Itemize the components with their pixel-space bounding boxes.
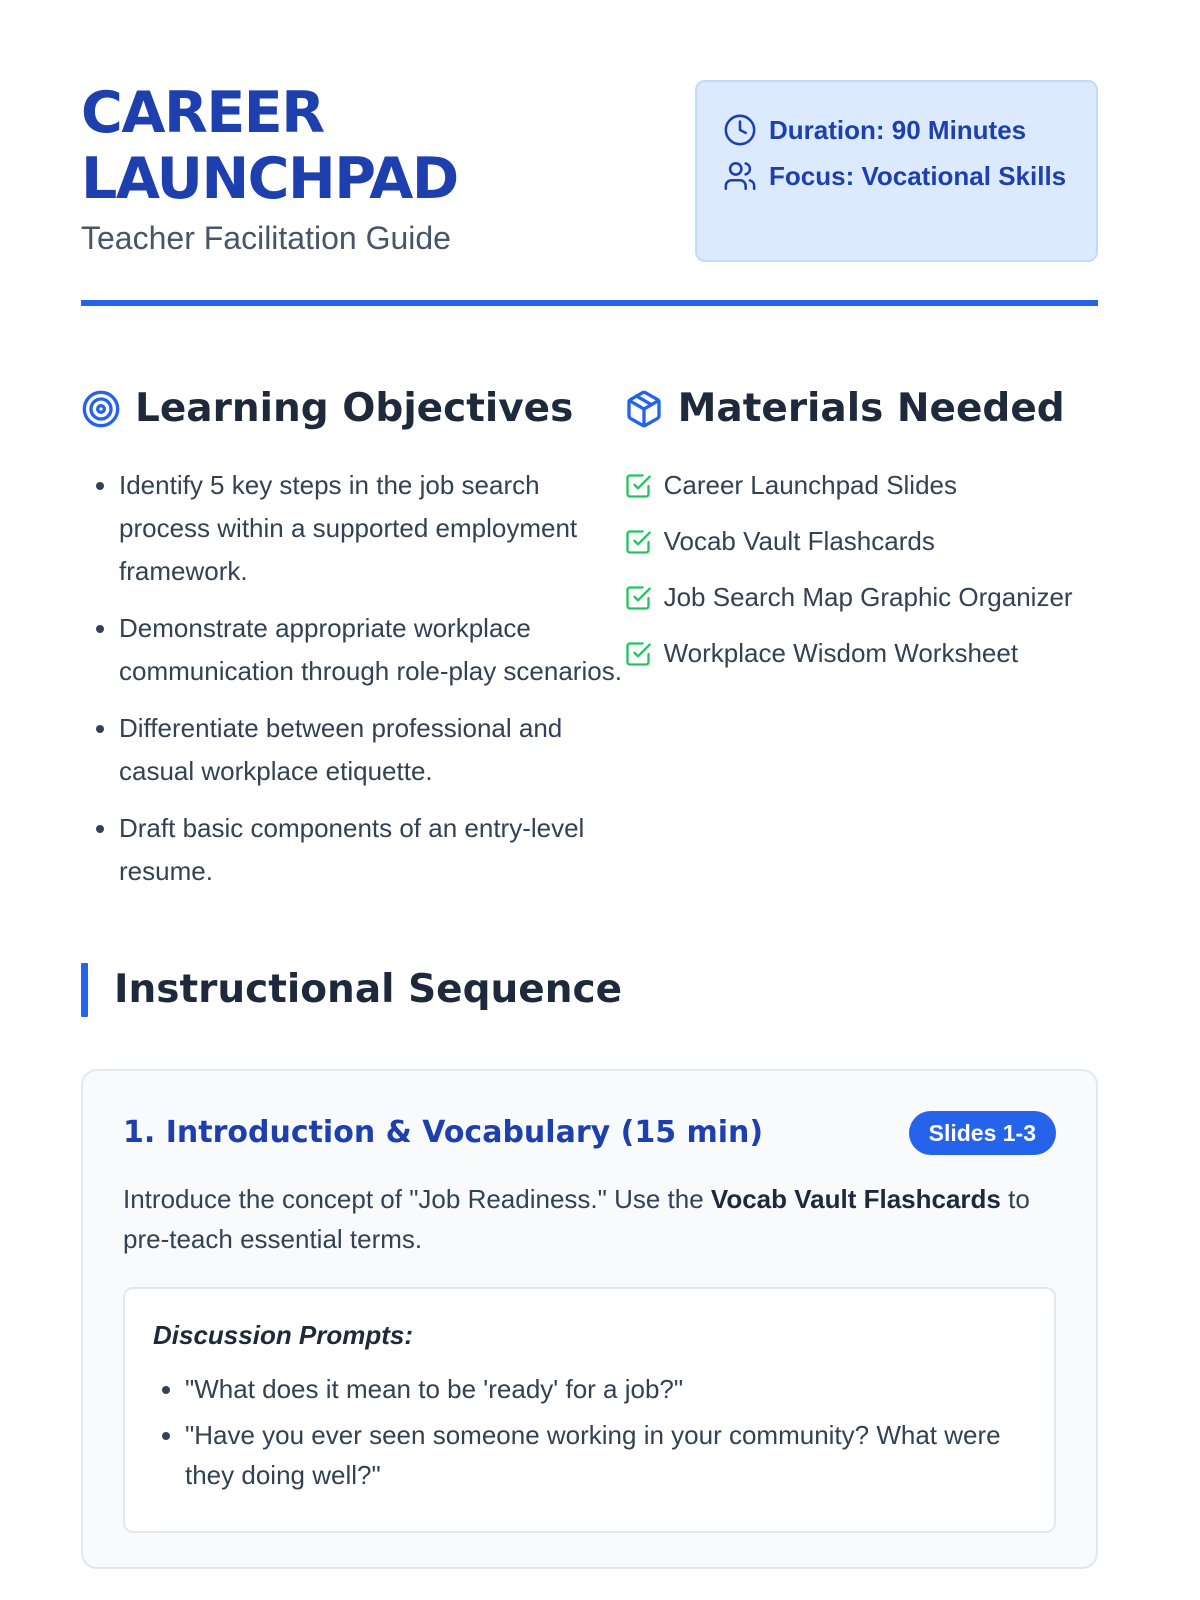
target-icon <box>81 389 121 429</box>
focus-row <box>723 156 1074 196</box>
materials-list <box>624 464 1098 675</box>
objectives-list <box>81 464 624 893</box>
objectives-section <box>81 384 624 907</box>
title-line-1: CAREER <box>81 80 324 146</box>
page-subtitle: Teacher Facilitation Guide <box>81 220 451 256</box>
material-item-label: Workplace Wisdom Worksheet <box>663 638 1019 668</box>
users-icon <box>723 159 757 193</box>
duration-text: Duration: 90 Minutes <box>769 115 1027 145</box>
objective-item: • Identify 5 key steps in the job search process within a supported employment framework. <box>119 464 624 593</box>
title-line-2: LAUNCHPAD <box>81 146 458 212</box>
step-desc-emphasis: Vocab Vault Flashcards <box>710 1184 1001 1214</box>
prompts-list <box>153 1369 1026 1495</box>
check-square-icon <box>624 472 652 500</box>
material-item <box>624 520 1098 563</box>
material-item-label: Vocab Vault Flashcards <box>663 526 935 556</box>
step-description <box>123 1179 1056 1259</box>
step-title: 1. Introduction & Vocabulary (15 min) <box>123 1115 764 1150</box>
step-desc-part: to pre-teach essential terms. <box>123 1184 1030 1254</box>
objective-item: • Demonstrate appropriate workplace communication through role-play scenarios. <box>119 607 624 693</box>
objective-item: • Differentiate between professional and casual workplace etiquette. <box>119 707 624 793</box>
objectives-heading-text: Learning Objectives <box>135 386 574 431</box>
guide-header <box>81 80 1098 306</box>
material-item-label: Job Search Map Graphic Organizer <box>663 582 1073 612</box>
step-card-header <box>123 1111 1056 1155</box>
discussion-prompts-box <box>123 1287 1056 1533</box>
material-item <box>624 464 1098 507</box>
materials-heading-text: Materials Needed <box>677 386 1065 431</box>
lesson-meta-box <box>695 80 1098 262</box>
check-square-icon <box>624 528 652 556</box>
prompt-item: • "What does it mean to be 'ready' for a job?" <box>185 1369 1026 1409</box>
header-divider <box>81 300 1098 306</box>
page-title <box>81 80 641 212</box>
material-item <box>624 632 1098 675</box>
material-item-label: Career Launchpad Slides <box>663 470 958 500</box>
clock-icon <box>723 113 757 147</box>
objective-item: • Draft basic components of an entry-level resume. <box>119 807 624 893</box>
materials-section <box>624 384 1098 907</box>
prompt-item: • "Have you ever seen someone working in your community? What were they doing well?" <box>185 1415 1026 1495</box>
material-item <box>624 576 1098 619</box>
step-card-introduction <box>81 1069 1098 1569</box>
step-desc-part: Introduce the concept of "Job Readiness." Use the <box>123 1184 711 1214</box>
focus-text: Focus: Vocational Skills <box>769 161 1067 191</box>
prompts-title: Discussion Prompts: <box>153 1320 414 1350</box>
objectives-heading <box>81 384 624 434</box>
overview-columns <box>81 384 1098 907</box>
duration-row <box>723 110 1074 150</box>
sequence-heading: Instructional Sequence <box>81 963 1098 1017</box>
check-square-icon <box>624 640 652 668</box>
package-icon <box>624 389 664 429</box>
materials-heading <box>624 384 1098 434</box>
slides-badge: Slides 1-3 <box>909 1111 1056 1155</box>
check-square-icon <box>624 584 652 612</box>
